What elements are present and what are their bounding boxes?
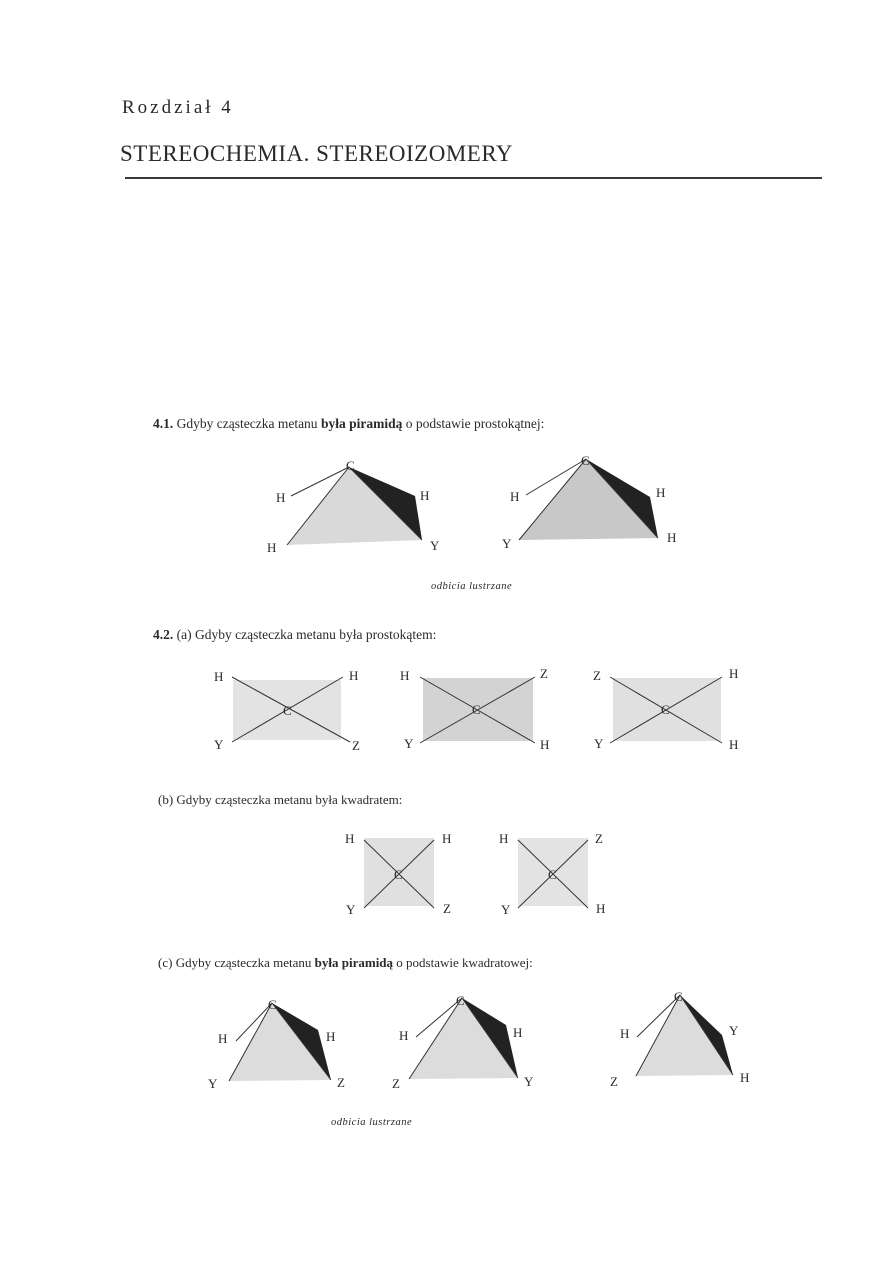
caption-4-2c-bold: była piramidą	[314, 955, 394, 970]
square-2-center: C	[548, 867, 557, 882]
pyramid-4-1-second-right-bottom: H	[667, 530, 677, 545]
rect-3-br: H	[729, 737, 739, 752]
square-2-bl: Y	[501, 902, 511, 917]
sq-pyramid-2-right-top: H	[513, 1025, 523, 1040]
caption-4-1-text-after: o podstawie prostokątnej:	[405, 416, 545, 431]
caption-4-2b-text: Gdyby cząsteczka metanu była kwadratem:	[176, 792, 403, 807]
rect-1-tr: H	[349, 668, 359, 683]
square-pyramid-2	[392, 993, 534, 1091]
rect-2-br: H	[540, 737, 550, 752]
rect-3-bl: Y	[594, 736, 604, 751]
chapter-title: STEREOCHEMIA. STEREOIZOMERY	[120, 141, 513, 166]
square-2-tl: H	[499, 831, 509, 846]
rect-2-tl: H	[400, 668, 410, 683]
sq-pyramid-2-left-bottom: Z	[392, 1076, 400, 1091]
pyramid-4-1-second-right-top: H	[656, 485, 666, 500]
rect-1-bl: Y	[214, 737, 224, 752]
pyramid-4-1-second-left-bottom: Y	[502, 536, 512, 551]
square-1-br: Z	[443, 901, 451, 916]
caption-4-2a-number: 4.2.	[153, 627, 174, 642]
sq-pyramid-2-apex: C	[456, 993, 465, 1008]
pyramid-4-1-second-apex: C	[581, 453, 590, 468]
chapter-label: Rozdział 4	[122, 97, 234, 118]
rect-3-tl: Z	[593, 668, 601, 683]
caption-4-2b-letter: (b)	[158, 792, 174, 807]
sq-pyramid-1-right-bottom: Z	[337, 1075, 345, 1090]
sq-pyramid-3-left-bottom: Z	[610, 1074, 618, 1089]
sq-pyramid-1-left-top: H	[218, 1031, 228, 1046]
square-1-center: C	[394, 867, 403, 882]
rect-2-tr: Z	[540, 666, 548, 681]
rect-3-center: C	[661, 702, 670, 717]
pyramid-4-1-first-left-bottom: H	[267, 540, 277, 555]
square-2-tr: Z	[595, 831, 603, 846]
sq-pyramid-3-left-top: H	[620, 1026, 630, 1041]
mirror-caption-4-1: odbicia lustrzane	[431, 581, 513, 592]
sq-pyramid-3-apex: C	[674, 989, 683, 1004]
sq-pyramid-2-left-top: H	[399, 1028, 409, 1043]
rect-1-center: C	[283, 703, 292, 718]
pyramid-4-1-first-right-top: H	[420, 488, 430, 503]
rect-3-tr: H	[729, 666, 739, 681]
caption-4-2c-letter: (c)	[158, 955, 173, 970]
caption-4-1-number: 4.1.	[153, 416, 174, 431]
pyramid-4-1-first-apex: C	[346, 458, 355, 473]
rect-1-br: Z	[352, 738, 360, 753]
square-1-tr: H	[442, 831, 452, 846]
caption-4-2a-letter: (a)	[176, 627, 192, 642]
square-pyramid-1	[208, 997, 345, 1091]
rect-1-tl: H	[214, 669, 224, 684]
sq-pyramid-3-right-top: Y	[729, 1023, 739, 1038]
caption-4-1-text-before: Gdyby cząsteczka metanu	[176, 416, 318, 431]
caption-4-2c-text-after: o podstawie kwadratowej:	[396, 955, 533, 970]
caption-4-1-bold: była piramidą	[320, 416, 403, 431]
caption-4-2c-text-before: Gdyby cząsteczka metanu	[175, 955, 312, 970]
square-1-bl: Y	[346, 902, 356, 917]
sq-pyramid-3-right-bottom: H	[740, 1070, 750, 1085]
sq-pyramid-1-left-bottom: Y	[208, 1076, 218, 1091]
caption-4-2a-text: Gdyby cząsteczka metanu była prostokątem:	[194, 627, 437, 642]
sq-pyramid-1-right-top: H	[326, 1029, 336, 1044]
pyramid-4-1-first-left-top: H	[276, 490, 286, 505]
square-pyramid-3	[610, 989, 749, 1089]
sq-pyramid-1-apex: C	[268, 997, 277, 1012]
rect-2-bl: Y	[404, 736, 414, 751]
rect-2-center: C	[472, 702, 481, 717]
pyramid-4-1-second-left-top: H	[510, 489, 520, 504]
pyramid-4-1-first-right-bottom: Y	[430, 538, 440, 553]
square-1-tl: H	[345, 831, 355, 846]
square-2-br: H	[596, 901, 606, 916]
sq-pyramid-2-right-bottom: Y	[524, 1074, 534, 1089]
mirror-caption-4-2c: odbicia lustrzane	[331, 1117, 413, 1128]
